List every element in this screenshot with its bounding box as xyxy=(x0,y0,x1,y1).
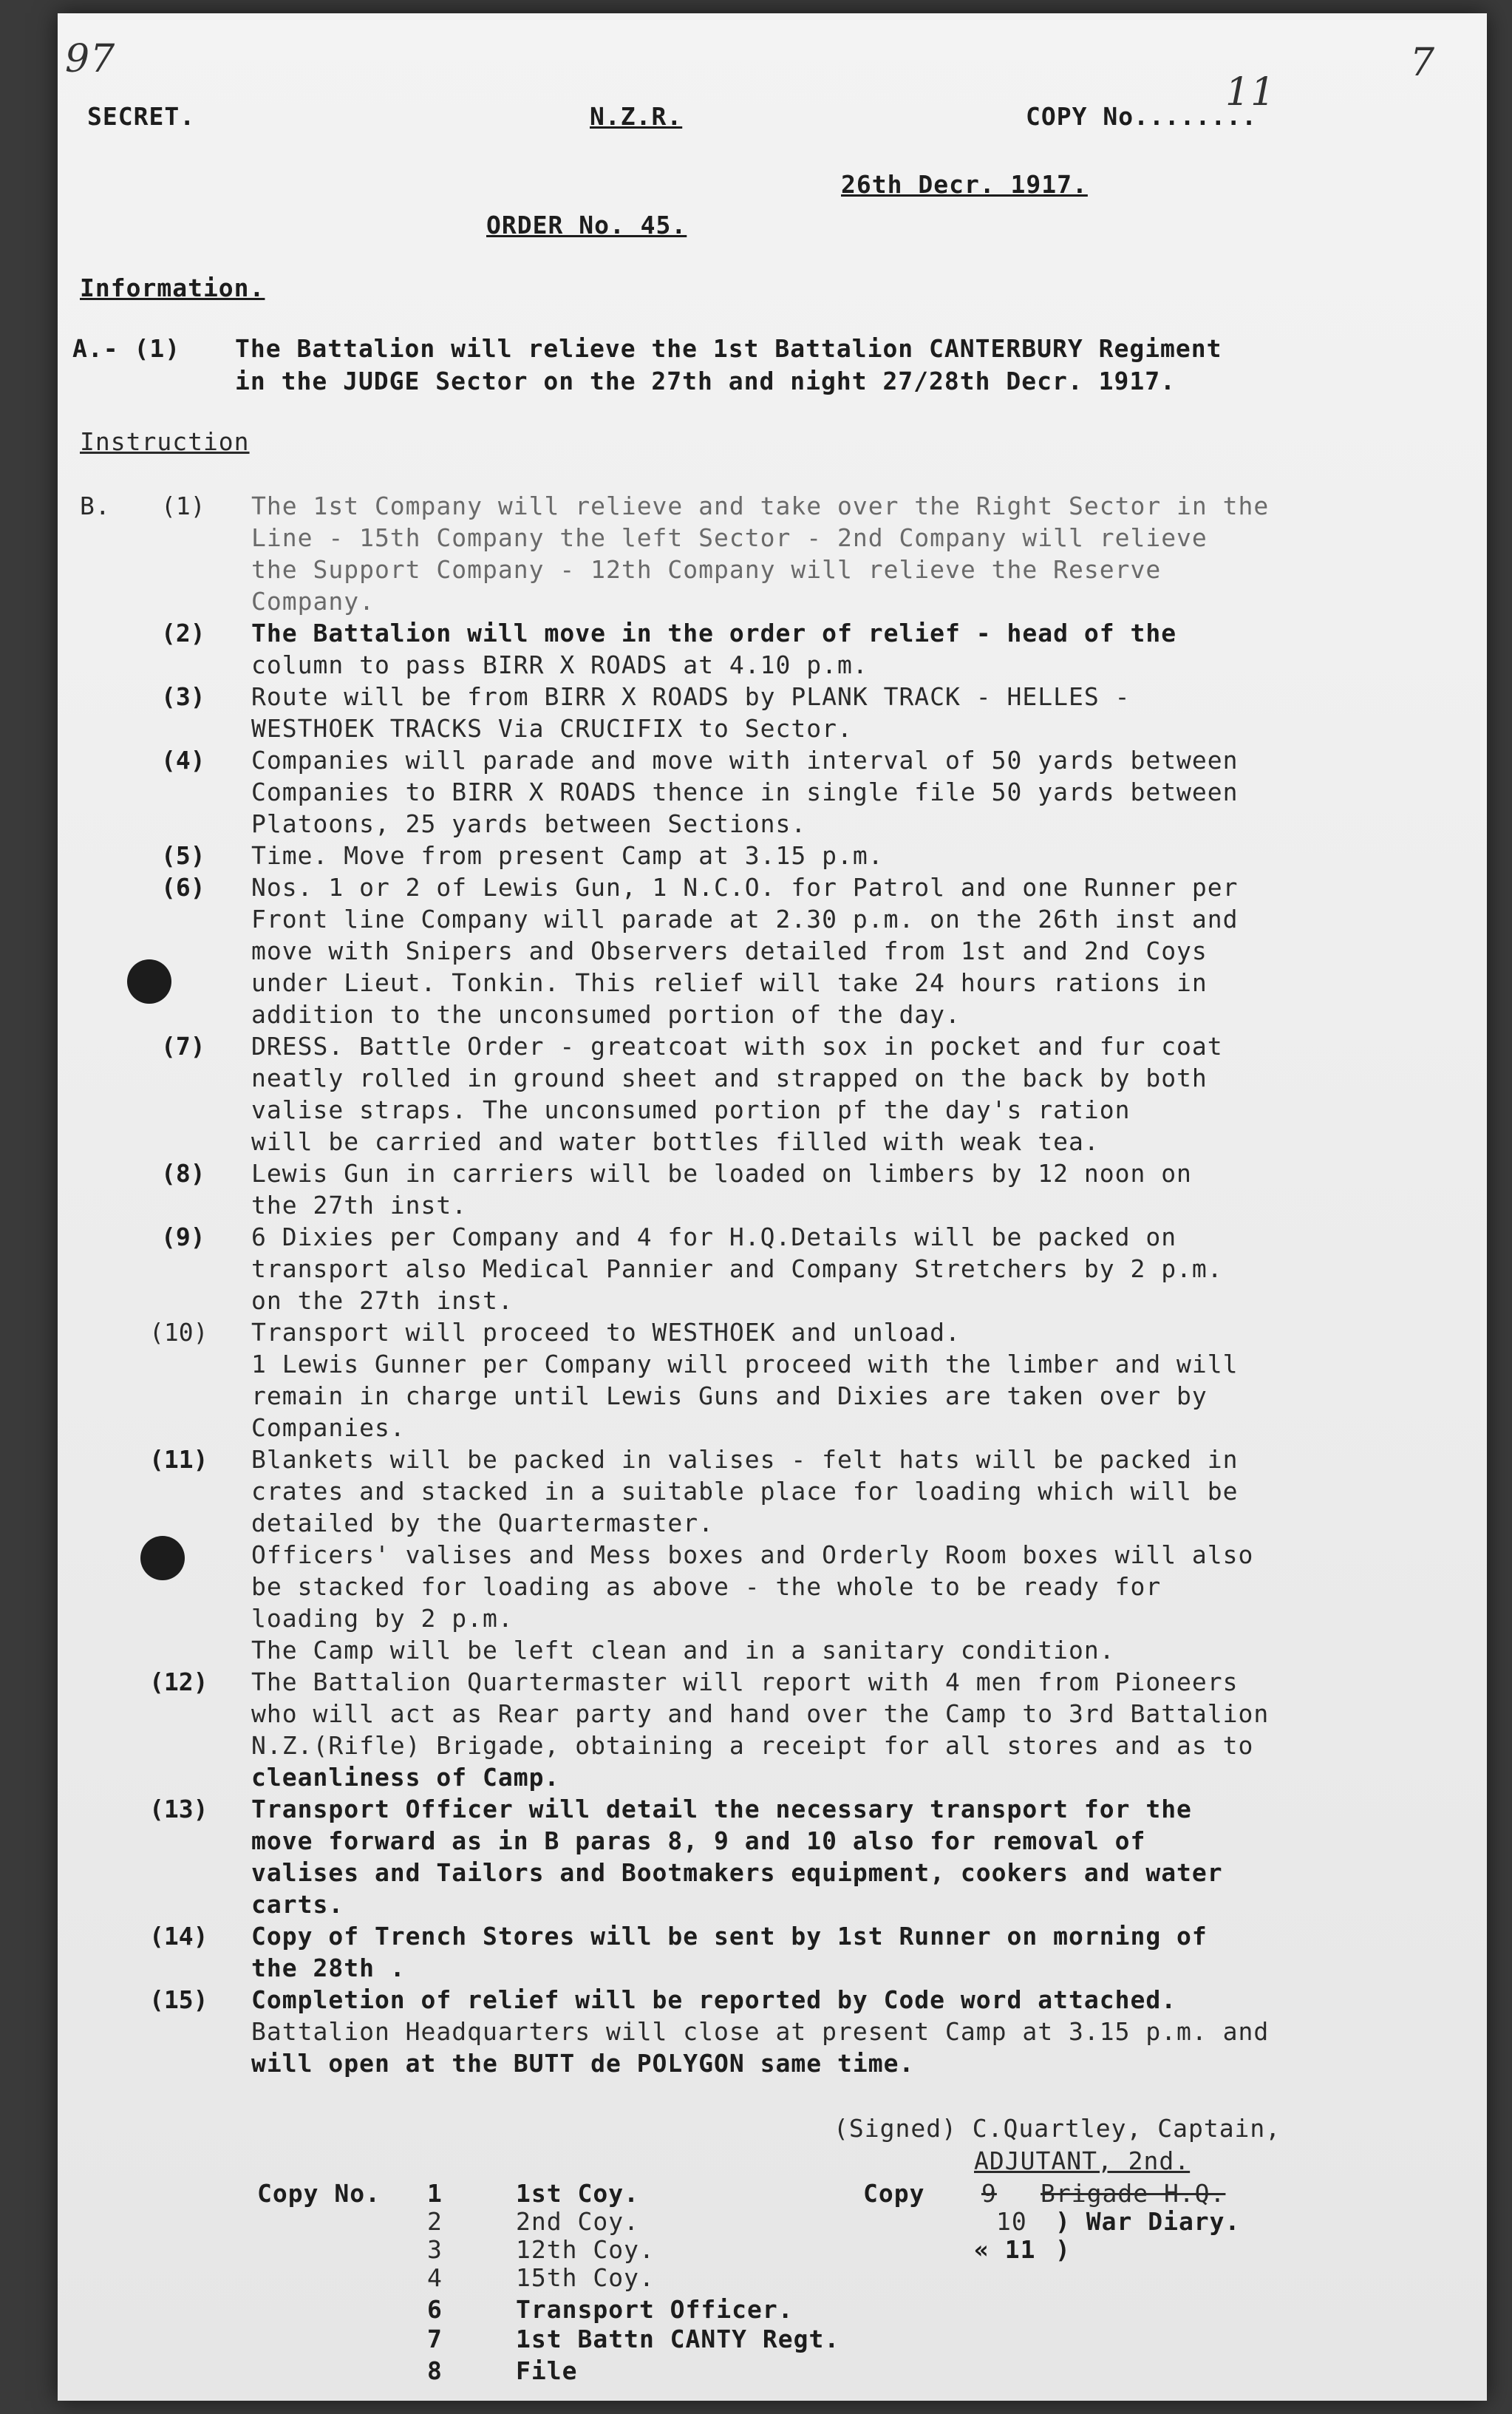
order-title: ORDER No. 45. xyxy=(486,211,687,239)
classification: SECRET. xyxy=(87,102,196,131)
distribution-recipient: File xyxy=(516,2356,578,2385)
para-line: column to pass BIRR X ROADS at 4.10 p.m. xyxy=(251,650,868,679)
copy-right-no: 10 xyxy=(996,2207,1027,2236)
para-line: Company. xyxy=(251,587,375,616)
distribution-recipient: 2nd Coy. xyxy=(516,2207,639,2236)
distribution-recipient: Transport Officer. xyxy=(516,2295,794,2324)
para-line: remain in charge until Lewis Guns and Dixies are taken over by xyxy=(251,1381,1208,1410)
para-line: valise straps. The unconsumed portion pf the day's ration xyxy=(251,1095,1131,1124)
information-ref: A.- (1) xyxy=(72,334,181,363)
para-line: Battalion Headquarters will close at present Camp at 3.15 p.m. and xyxy=(251,2017,1270,2046)
distribution-label: Copy No. xyxy=(257,2179,381,2208)
para-line: the 28th . xyxy=(251,1954,406,1982)
para-line: 1 Lewis Gunner per Company will proceed with the limber and will xyxy=(251,1350,1239,1378)
para-line: 6 Dixies per Company and 4 for H.Q.Details will be packed on xyxy=(251,1223,1177,1251)
para-line: Transport Officer will detail the necessary transport for the xyxy=(251,1795,1192,1823)
information-line: in the JUDGE Sector on the 27th and night 27/28th Decr. 1917. xyxy=(235,367,1176,395)
para-line: Completion of relief will be reported by Code word attached. xyxy=(251,1985,1177,2014)
para-line: the Support Company - 12th Company will relieve the Reserve xyxy=(251,555,1162,584)
para-line: N.Z.(Rifle) Brigade, obtaining a receipt for all stores and as to xyxy=(251,1731,1254,1760)
para-line: be stacked for loading as above - the whole to be ready for xyxy=(251,1572,1162,1601)
distribution-no: 7 xyxy=(427,2325,443,2353)
instruction-heading: Instruction xyxy=(80,427,250,456)
para-line: Companies will parade and move with interval of 50 yards between xyxy=(251,746,1239,775)
para-number: (1) xyxy=(161,492,205,520)
para-line: under Lieut. Tonkin. This relief will take 24 hours rations in xyxy=(251,968,1208,997)
para-number: (7) xyxy=(161,1032,205,1061)
para-number: (14) xyxy=(149,1922,208,1951)
para-number: (13) xyxy=(149,1795,208,1823)
para-number: (4) xyxy=(161,746,205,775)
distribution-no: 2 xyxy=(427,2207,443,2236)
copy-right-no: « 11 xyxy=(974,2235,1036,2264)
para-number: (9) xyxy=(161,1223,205,1251)
para-line: will be carried and water bottles filled with weak tea. xyxy=(251,1127,1100,1156)
distribution-recipient: 15th Coy. xyxy=(516,2263,655,2292)
para-line: who will act as Rear party and hand over the Camp to 3rd Battalion xyxy=(251,1699,1270,1728)
copy-number-label: COPY No........ xyxy=(1026,102,1258,131)
para-line: Copy of Trench Stores will be sent by 1st Runner on morning of xyxy=(251,1922,1208,1951)
page-number: 7 xyxy=(1410,41,1436,85)
punch-hole xyxy=(140,1536,185,1580)
para-line: Route will be from BIRR X ROADS by PLANK TRACK - HELLES - xyxy=(251,682,1131,711)
para-line: Companies. xyxy=(251,1413,406,1442)
para-line: cleanliness of Camp. xyxy=(251,1763,560,1792)
para-line: the 27th inst. xyxy=(251,1191,468,1220)
copy-right-no: 9 xyxy=(981,2179,997,2208)
para-line: WESTHOEK TRACKS Via CRUCIFIX to Sector. xyxy=(251,714,853,743)
distribution-no: 4 xyxy=(427,2263,443,2292)
para-line: The 1st Company will relieve and take over the Right Sector in the xyxy=(251,492,1270,520)
copy-right-recipient: ) War Diary. xyxy=(1055,2207,1241,2236)
para-line: Officers' valises and Mess boxes and Orderly Room boxes will also xyxy=(251,1540,1254,1569)
distribution-recipient: 1st Coy. xyxy=(516,2179,639,2208)
copy-right-recipient: ) xyxy=(1055,2235,1071,2264)
para-number: (5) xyxy=(161,841,205,870)
copy-label-right: Copy xyxy=(863,2179,925,2208)
para-line: neatly rolled in ground sheet and strapped on the back by both xyxy=(251,1064,1208,1092)
para-line: Front line Company will parade at 2.30 p.m. on the 26th inst and xyxy=(251,905,1239,934)
para-number: (2) xyxy=(161,619,205,647)
para-line: Nos. 1 or 2 of Lewis Gun, 1 N.C.O. for Patrol and one Runner per xyxy=(251,873,1239,902)
para-line: DRESS. Battle Order - greatcoat with sox in pocket and fur coat xyxy=(251,1032,1223,1061)
para-number: (11) xyxy=(149,1445,208,1474)
para-number: (3) xyxy=(161,682,205,711)
para-line: Companies to BIRR X ROADS thence in single file 50 yards between xyxy=(251,778,1239,806)
para-line: carts. xyxy=(251,1890,344,1919)
para-line: detailed by the Quartermaster. xyxy=(251,1509,715,1537)
para-line: Time. Move from present Camp at 3.15 p.m. xyxy=(251,841,884,870)
para-line: valises and Tailors and Bootmakers equipment, cookers and water xyxy=(251,1858,1223,1887)
para-line: move forward as in B paras 8, 9 and 10 also for removal of xyxy=(251,1826,1146,1855)
distribution-recipient: 1st Battn CANTY Regt. xyxy=(516,2325,840,2353)
distribution-no: 8 xyxy=(427,2356,443,2385)
distribution-no: 6 xyxy=(427,2295,443,2324)
para-line: addition to the unconsumed portion of the day. xyxy=(251,1000,961,1029)
information-line: The Battalion will relieve the 1st Battalion CANTERBURY Regiment xyxy=(235,334,1222,363)
para-line: Blankets will be packed in valises - felt hats will be packed in xyxy=(251,1445,1239,1474)
para-number: (12) xyxy=(149,1667,208,1696)
copy-number-handwritten: 11 xyxy=(1225,70,1276,115)
para-line: The Camp will be left clean and in a sanitary condition. xyxy=(251,1636,1115,1665)
unit-heading: N.Z.R. xyxy=(590,102,683,131)
information-heading: Information. xyxy=(80,273,265,302)
para-line: loading by 2 p.m. xyxy=(251,1604,514,1633)
distribution-no: 1 xyxy=(427,2179,443,2208)
para-line: The Battalion will move in the order of relief - head of the xyxy=(251,619,1177,647)
order-date: 26th Decr. 1917. xyxy=(841,170,1088,199)
para-line: Lewis Gun in carriers will be loaded on limbers by 12 noon on xyxy=(251,1159,1192,1188)
distribution-no: 3 xyxy=(427,2235,443,2264)
para-number: (8) xyxy=(161,1159,205,1188)
signature-rank: ADJUTANT, 2nd. xyxy=(974,2146,1191,2175)
signature-line: (Signed) C.Quartley, Captain, xyxy=(834,2114,1281,2143)
para-number: (6) xyxy=(161,873,205,902)
file-number: 97 xyxy=(65,37,116,81)
para-number: (15) xyxy=(149,1985,208,2014)
para-line: will open at the BUTT de POLYGON same time. xyxy=(251,2049,915,2078)
punch-hole xyxy=(127,959,171,1004)
instruction-ref: B. xyxy=(80,492,111,520)
distribution-recipient: 12th Coy. xyxy=(516,2235,655,2264)
para-line: The Battalion Quartermaster will report with 4 men from Pioneers xyxy=(251,1667,1239,1696)
para-line: transport also Medical Pannier and Company Stretchers by 2 p.m. xyxy=(251,1254,1223,1283)
para-line: Platoons, 25 yards between Sections. xyxy=(251,809,807,838)
para-line: move with Snipers and Observers detailed from 1st and 2nd Coys xyxy=(251,936,1208,965)
copy-right-recipient: Brigade H.Q. xyxy=(1041,2179,1226,2208)
para-line: Transport will proceed to WESTHOEK and unload. xyxy=(251,1318,961,1347)
para-line: crates and stacked in a suitable place for loading which will be xyxy=(251,1477,1239,1506)
para-line: Line - 15th Company the left Sector - 2nd Company will relieve xyxy=(251,523,1208,552)
para-line: on the 27th inst. xyxy=(251,1286,514,1315)
para-number: (10) xyxy=(149,1318,208,1347)
document-page xyxy=(58,13,1487,2401)
